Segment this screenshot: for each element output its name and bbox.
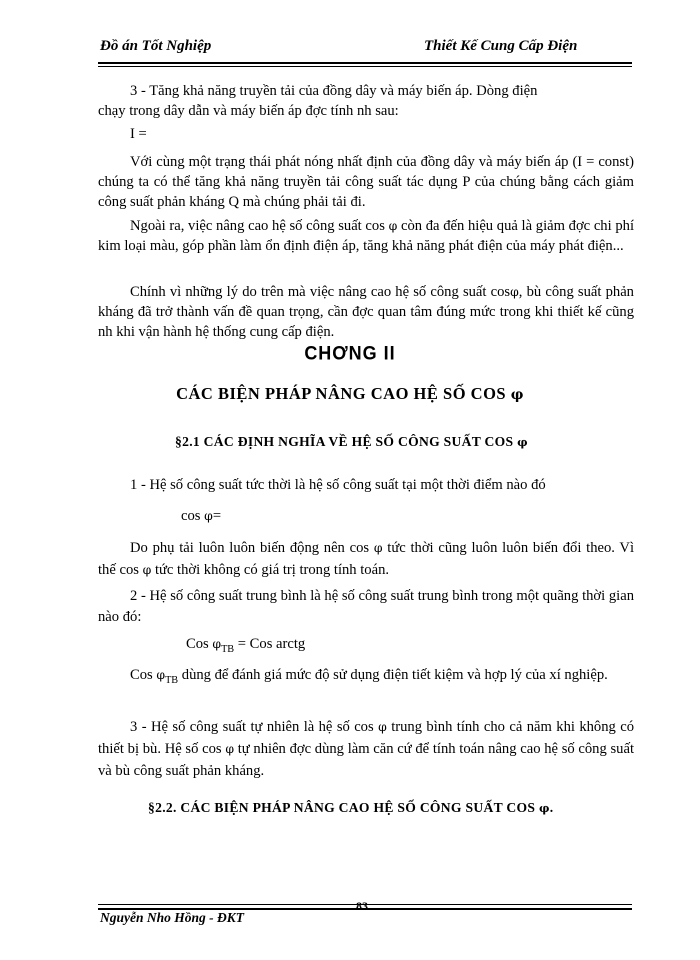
header-right-title: Thiết Kế Cung Cấp Điện	[424, 38, 578, 54]
phi-symbol: φ	[373, 540, 383, 555]
section-2-2-heading	[148, 800, 553, 816]
para2: Với cùng một trạng thái phát nóng nhất định của đồng dây và máy biến áp (I = const) chúng ta có thể tăng khả năng truyền tải công suất tác dụng P của chúng bằng cách giảm công suất phản kháng Q mà chúng phải tải đi.	[98, 154, 634, 210]
phi-symbol: φ	[388, 218, 398, 233]
phi-symbol: φ	[538, 801, 550, 815]
para3	[98, 216, 634, 256]
para1-line1: 3 - Tăng khả năng truyền tải của đồng dây và máy biến áp. Dòng điện	[130, 83, 538, 99]
phi-symbol: φ	[212, 636, 222, 651]
item3-text-b: trung bình tính cho cả năm khi không có thiết bị bù. Hệ số cos	[98, 719, 634, 757]
para3-text-a: Ngoài ra, việc nâng cao hệ số công suất cos	[130, 218, 385, 234]
formula-tb-b: = Cos arctg	[237, 636, 306, 652]
para4-text-b: , bù công suất phản kháng đã trở thành vấn đề quan trọng, cần đợc quan tâm đúng mức trong khi thiết kế cũng nh khi vận hành hệ thống cung cấp điện.	[98, 284, 634, 340]
formula-cos-a: cos	[181, 508, 201, 524]
item1-text: 1 - Hệ số công suất tức thời là hệ số công suất tại một thời điểm nào đó	[130, 477, 546, 493]
item2-text: 2 - Hệ số công suất trung bình là hệ số công suất trung bình trong một quãng thời gian nào đó:	[98, 588, 634, 625]
phi-symbol: φ	[378, 719, 387, 734]
phi-symbol: φ	[510, 387, 524, 403]
phi-symbol: φ	[517, 435, 528, 449]
header-left-title: Đồ án Tốt Nghiệp	[100, 38, 212, 54]
para4	[98, 282, 634, 342]
phi-symbol: φ	[225, 741, 235, 756]
phi-symbol: φ	[156, 667, 166, 682]
section-2-1-text: §2.1 CÁC ĐỊNH NGHĨA VỀ HỆ SỐ CÔNG SUẤT COS	[175, 434, 514, 449]
item3	[98, 716, 634, 782]
para6	[98, 664, 634, 692]
chapter-title-text: CÁC BIỆN PHÁP NÂNG CAO HỆ SỐ COS	[176, 384, 507, 403]
section-2-2-text: §2.2. CÁC BIỆN PHÁP NÂNG CAO HỆ SỐ CÔNG SUẤT COS	[148, 800, 536, 815]
para5-text-b: tức thời cũng luôn luôn biến đổi theo. Vì thế cos	[98, 540, 635, 578]
phi-symbol: φ	[204, 508, 213, 523]
chapter-title	[0, 384, 700, 404]
formula-current: I =	[130, 126, 147, 142]
para5-text-a: Do phụ tải luôn luôn biến động nên cos	[130, 540, 370, 556]
para6-text-a: Cos	[130, 667, 153, 683]
header-rule-thin	[98, 66, 632, 67]
section-2-2-end: .	[549, 800, 554, 815]
chapter-heading: CHƠNG II	[304, 341, 396, 364]
para4-text-a: Chính vì những lý do trên mà việc nâng cao hệ số công suất cos	[130, 284, 511, 300]
section-2-1-heading	[175, 434, 528, 450]
item3-text-c: tự nhiên đợc dùng làm căn cứ để tính toán nâng cao hệ số công suất và bù công suất phản kháng.	[98, 741, 635, 779]
para6-text-b: dùng để đánh giá mức độ sử dụng điện tiết kiệm và hợp lý của xí nghiệp.	[181, 667, 608, 683]
footer-author: Nguyễn Nho Hồng - ĐKT	[100, 910, 245, 925]
para5-text-c: tức thời không có giá trị trong tính toán.	[154, 562, 390, 578]
formula-cos-tb	[186, 634, 305, 660]
phi-symbol: φ	[510, 284, 519, 299]
formula-cos-b: =	[212, 508, 222, 524]
para3-text-b: còn đa đến hiệu quả là giảm đợc chi phí kim loại màu, góp phần làm ổn định điện áp, tăng khả năng phát điện của máy phát điện...	[98, 218, 635, 254]
item3-text-a: 3 - Hệ số công suất tự nhiên là hệ số cos	[130, 719, 374, 735]
formula-cos-phi	[181, 506, 221, 526]
para6-sub: TB	[165, 674, 179, 686]
para1-line2: chạy trong dây dẫn và máy biến áp đợc tính nh sau:	[98, 103, 399, 119]
page-number: 83	[356, 899, 368, 913]
phi-symbol: φ	[142, 562, 152, 577]
para5	[98, 537, 634, 581]
formula-tb-a: Cos	[186, 636, 209, 652]
formula-tb-sub: TB	[221, 643, 235, 655]
header-rule	[98, 62, 632, 64]
